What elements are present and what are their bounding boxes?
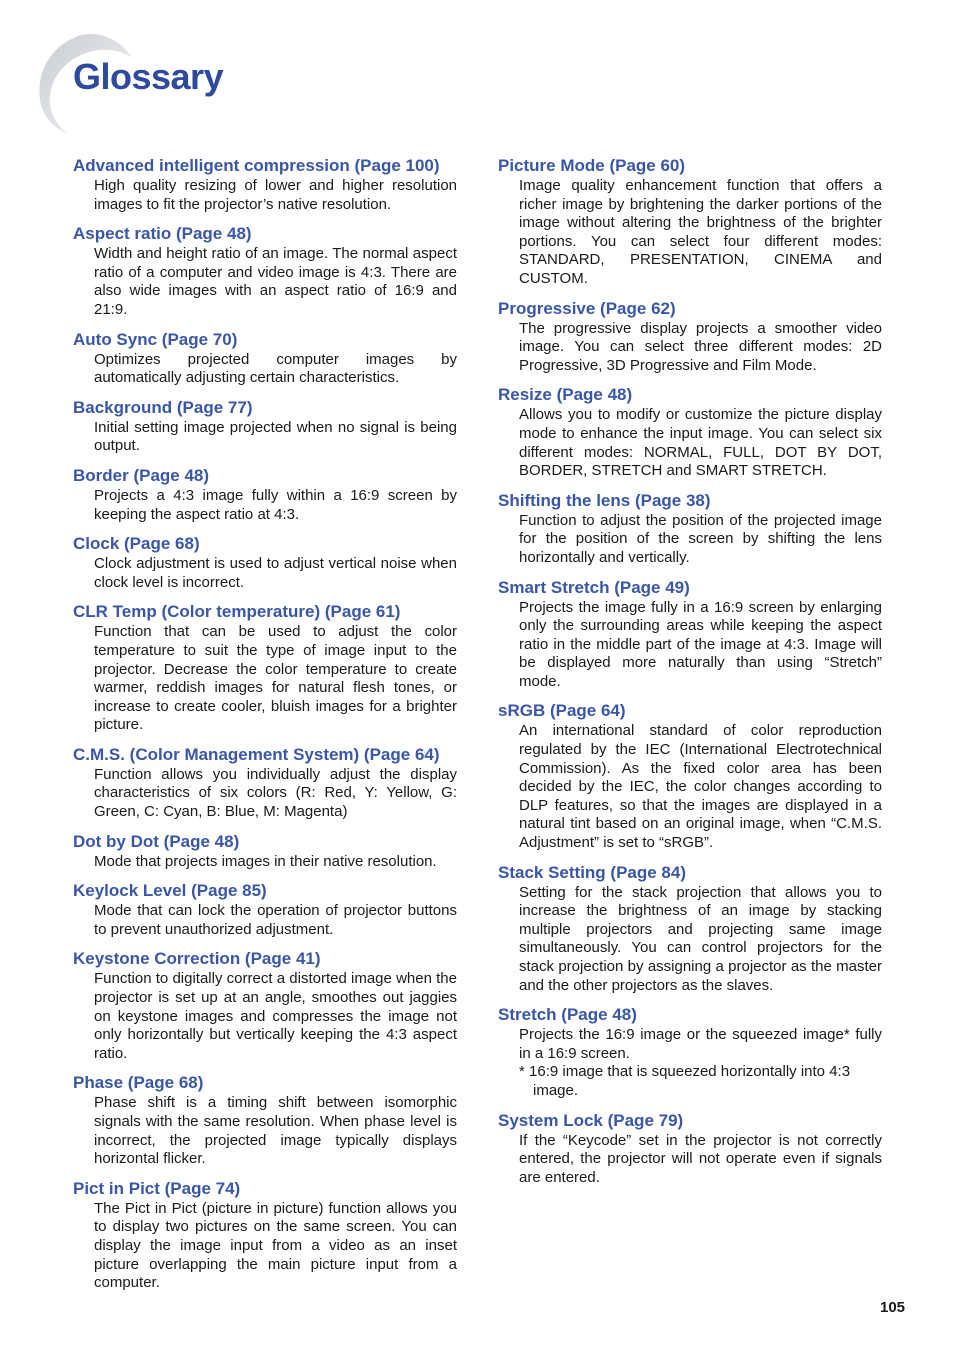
glossary-entry [73,223,457,319]
glossary-entry [73,533,457,592]
glossary-term: Resize (Page 48) [498,385,633,405]
glossary-definition: Phase shift is a timing shift between isomorphic signals with the same resolution. When phase level is incorrect, the projected image typically displays horizontal flicker. [94,1094,457,1168]
glossary-term: Auto Sync (Page 70) [73,329,238,349]
glossary-term: Stack Setting (Page 84) [498,862,687,882]
glossary-term: System Lock (Page 79) [498,1110,684,1130]
glossary-definition: Projects a 4:3 image fully within a 16:9 screen by keeping the aspect ratio at 4:3. [94,486,457,523]
glossary-term: Dot by Dot (Page 48) [73,831,240,851]
glossary-entry [498,155,882,289]
glossary-definition: Width and height ratio of an image. The normal aspect ratio of a computer and video image is 4:3. There are also wide images with an aspect ratio of 16:9 and 21:9. [94,245,457,318]
glossary-entry [73,1178,457,1293]
glossary-definition: Projects the 16:9 image or the squeezed image* fully in a 16:9 screen. [519,1026,882,1062]
glossary-definition: Projects the image fully in a 16:9 screen by enlarging only the surrounding areas while keeping the aspect ratio in the middle part of the image at 4:3. Image will be displayed more naturally than using “Stretch” mode. [519,598,882,690]
glossary-entry [73,155,457,214]
glossary-term: Pict in Pict (Page 74) [73,1178,241,1198]
glossary-term: Keylock Level (Page 85) [73,881,267,901]
glossary-term: Clock (Page 68) [73,534,200,554]
glossary-term: Aspect ratio (Page 48) [73,224,252,244]
glossary-entry [73,1072,457,1168]
glossary-definition: High quality resizing of lower and higher resolution images to fit the projector’s native resolution. [94,177,457,213]
glossary-entry [73,329,457,388]
glossary-term: Border (Page 48) [73,465,210,485]
glossary-term: Phase (Page 68) [73,1073,204,1093]
glossary-definition: Optimizes projected computer images by automatically adjusting certain characteristics. [94,350,457,387]
glossary-entry [73,397,457,456]
page-number: 105 [880,1299,906,1316]
glossary-footnote: * 16:9 image that is squeezed horizontally into 4:3 image. [519,1063,851,1099]
glossary-definition: Initial setting image projected when no signal is being output. [94,418,457,455]
glossary-definition: The progressive display projects a smoother video image. You can select three different modes: 2D Progressive, 3D Progressive and Film Mode. [519,319,882,374]
glossary-definition: Allows you to modify or customize the picture display mode to enhance the input image. You can select six different modes: NORMAL, FULL, DOT BY DOT, BORDER, STRETCH and SMART STRETCH. [519,406,882,480]
glossary-definition: An international standard of color reproduction regulated by the IEC (International Electrotechnical Commission). As the fixed color area has been decided by the IEC, the color changes according to DLP features, so that the images are displayed in a natural tint based on an original image, when “C.M.S. Adjustment” is set to “sRGB”. [519,722,882,852]
glossary-column-left [73,155,457,1302]
glossary-definition: Image quality enhancement function that offers a richer image by brightening the darker portions of the image without altering the brightness of the brighter portions. You can select four different modes: STANDARD, PRESENTATION, CINEMA and CUSTOM. [519,177,882,287]
glossary-definition: Mode that projects images in their native resolution. [94,852,437,870]
glossary-entry [73,880,457,939]
glossary-term: Stretch (Page 48) [498,1005,637,1025]
glossary-entry [498,1110,882,1188]
glossary-term: C.M.S. (Color Management System) (Page 64) [73,744,440,764]
glossary-definition: Function allows you individually adjust the display characteristics of six colors (R: Red, Y: Yellow, G: Green, C: Cyan, B: Blue, M: Magenta) [94,765,457,821]
glossary-definition: Function to digitally correct a distorted image when the projector is set up at an angle, smoothes out jaggies on keystone images and compresses the image not only horizontally but vertically keeping the 4:3 aspect ratio. [94,970,457,1062]
glossary-entry [498,700,882,852]
glossary-term: Background (Page 77) [73,397,253,417]
page-title: Glossary [73,56,224,97]
glossary-definition: Function that can be used to adjust the color temperature to suit the type of image input to the projector. Decrease the color temperature to create warmer, reddish images for natural flesh tones, or increase to create cooler, bluish images for a brighter picture. [94,623,457,734]
glossary-definition: Mode that can lock the operation of projector buttons to prevent unauthorized adjustment. [94,902,457,938]
glossary-term: Shifting the lens (Page 38) [498,490,711,510]
glossary-entry [73,948,457,1063]
glossary-definition: The Pict in Pict (picture in picture) function allows you to display two pictures on the same screen. You can display the image input from a video as an inset picture overlapping the main picture input from a computer. [94,1199,457,1292]
glossary-term: Smart Stretch (Page 49) [498,577,690,597]
glossary-entry [73,601,457,735]
glossary-entry [73,744,457,822]
glossary-term: sRGB (Page 64) [498,701,626,721]
glossary-entry [498,577,882,692]
glossary-entry [498,1004,882,1100]
glossary-term: Keystone Correction (Page 41) [73,949,321,969]
glossary-term: CLR Temp (Color temperature) (Page 61) [73,602,401,622]
glossary-entry [498,490,882,568]
glossary-column-right [498,155,882,1196]
glossary-entry [73,831,457,872]
glossary-definition: If the “Keycode” set in the projector is not correctly entered, the projector will not operate even if signals are entered. [519,1131,882,1186]
glossary-term: Advanced intelligent compression (Page 100) [73,156,440,175]
glossary-definition: Setting for the stack projection that allows you to increase the brightness of an image by stacking multiple projectors and projecting same image simultaneously. You can control projectors for the stack projection by assigning a projector as the master and the other projectors as the slaves. [519,883,882,994]
glossary-definition: Function to adjust the position of the projected image for the position of the screen by shifting the lens horizontally and vertically. [519,511,882,566]
glossary-term: Picture Mode (Page 60) [498,156,686,175]
glossary-entry [498,298,882,376]
glossary-entry [73,465,457,524]
glossary-entry [498,384,882,480]
glossary-definition: Clock adjustment is used to adjust vertical noise when clock level is incorrect. [94,555,457,591]
glossary-term: Progressive (Page 62) [498,298,676,318]
glossary-entry [498,862,882,996]
